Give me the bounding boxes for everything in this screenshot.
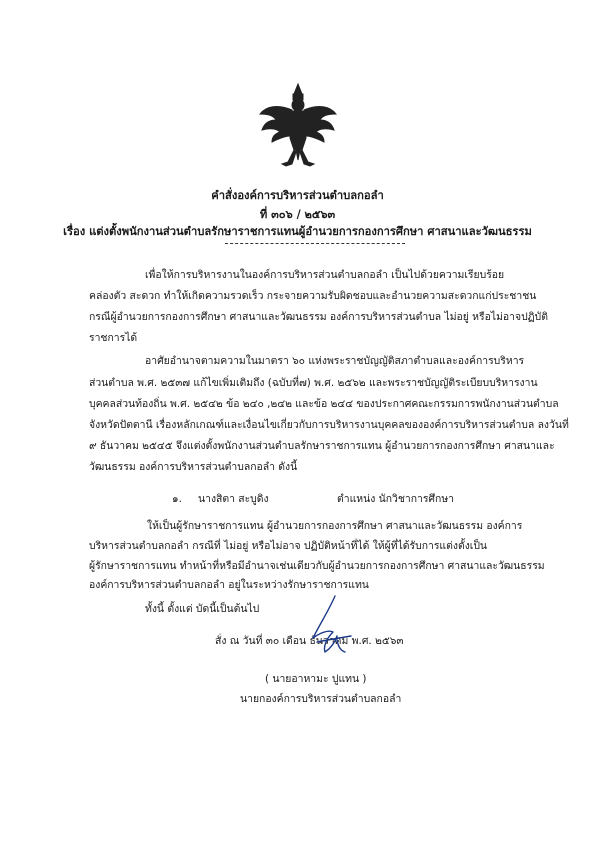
paragraph-2-line-6: วัฒนธรรม องค์การบริหารส่วนตำบลกอลำ ดังนี้ <box>89 461 298 473</box>
paragraph-1-line-3: กรณีผู้อำนวยการกองการศึกษา ศาสนาและวัฒนธรรม องค์การบริหารส่วนตำบล ไม่อยู่ หรือไม่อาจปฏิบัติ <box>89 311 548 323</box>
paragraph-3-line-1: ให้เป็นผู้รักษาราชการแทน ผู้อำนวยการกองการศึกษา ศาสนาและวัฒนธรรม องค์การ <box>147 520 523 532</box>
order-number: ที่ ๓๐๖ / ๒๕๖๓ <box>259 208 336 221</box>
signer-title: นายกองค์การบริหารส่วนตำบลกอลำ <box>240 693 402 705</box>
paragraph-2-line-1: อาศัยอำนาจตามความในมาตรา ๖๐ แห่งพระราชบัญญัติสภาตำบลและองค์การบริหาร <box>145 355 525 367</box>
effective-statement: ทั้งนี้ ตั้งแต่ บัดนี้เป็นต้นไป <box>145 603 260 615</box>
paragraph-3-line-3: ผู้รักษาราชการแทน ทำหน้าที่หรือมีอำนาจเช่นเดียวกับผู้อำนวยการกองการศึกษา ศาสนาและวัฒนธรรม <box>89 560 545 572</box>
paragraph-1-line-2: คล่องตัว สะดวก ทำให้เกิดความรวดเร็ว กระจายความรับผิดชอบและอำนวยความสะดวกแก่ประชาชน <box>89 290 537 302</box>
paragraph-2-line-4: จังหวัดปัตตานี เรื่องหลักเกณฑ์และเงื่อนไขเกี่ยวกับการบริหารงานบุคคลขององค์การบริหารส่วนตำบล ลงวันที่ <box>89 419 569 431</box>
paragraph-3-line-2: บริหารส่วนตำบลกอลำ กรณีที่ ไม่อยู่ หรือไม่อาจ ปฏิบัติหน้าที่ได้ ให้ผู้ที่ได้รับการแต่งตั้งเป็น <box>89 540 488 552</box>
appointee-position: ตำแหน่ง นักวิชาการศึกษา <box>337 493 455 505</box>
appointee-number: ๑. <box>172 493 182 505</box>
order-subject: เรื่อง แต่งตั้งพนักงานส่วนตำบลรักษาราชการแทนผู้อำนวยการกองการศึกษา ศาสนาและวัฒนธรรม <box>63 225 532 238</box>
garuda-emblem-icon <box>258 80 338 170</box>
paragraph-2-line-2: ส่วนตำบล พ.ศ. ๒๕๓๗ แก้ไขเพิ่มเติมถึง (ฉบับที่๗) พ.ศ. ๒๕๖๒ และพระราชบัญญัติระเบียบบริหารงาน <box>89 377 538 389</box>
order-date: สั่ง ณ วันที่ ๓๐ เดือน ธันวาคม พ.ศ. ๒๕๖๓ <box>215 635 404 647</box>
paragraph-1-line-1: เพื่อให้การบริหารงานในองค์การบริหารส่วนตำบลกอลำ เป็นไปด้วยความเรียบร้อย <box>145 269 505 281</box>
paragraph-3-line-4: องค์การบริหารส่วนตำบลกอลำ อยู่ในระหว่างรักษาราชการแทน <box>89 579 369 591</box>
order-title: คำสั่งองค์การบริหารส่วนตำบลกอลำ <box>211 189 384 202</box>
appointee-name: นางสิตา สะบูดิง <box>198 493 269 505</box>
paragraph-1-line-4: ราชการได้ <box>89 332 138 344</box>
signature-icon <box>303 592 355 662</box>
separator-line <box>225 243 405 244</box>
signer-name: ( นายอาหามะ ปูแทน ) <box>265 673 367 685</box>
paragraph-2-line-3: บุคคลส่วนท้องถิ่น พ.ศ. ๒๕๔๒ ข้อ ๒๔๐ ,๒๔๒ และข้อ ๒๔๔ ของประกาศคณะกรรมการพนักงานส่วนตำบล <box>89 398 559 410</box>
paragraph-2-line-5: ๙ ธันวาคม ๒๕๔๕ จึงแต่งตั้งพนักงานส่วนตำบลรักษาราชการแทน ผู้อำนวยการกองการศึกษา ศาสนาและ <box>89 440 555 452</box>
